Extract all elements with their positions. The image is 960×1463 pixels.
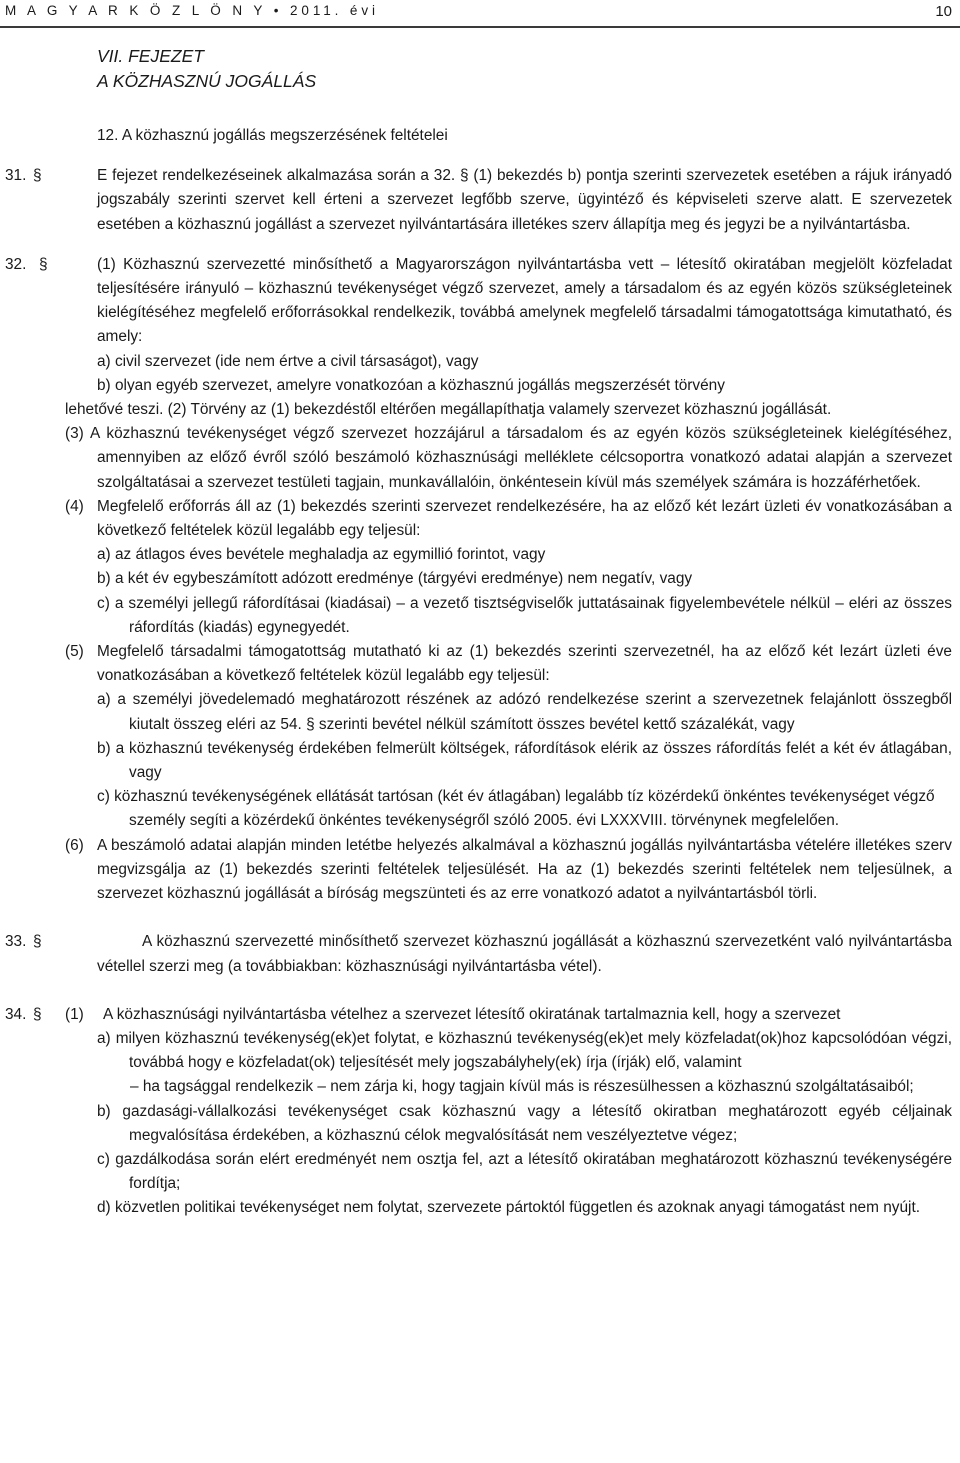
paragraph-number: 34. xyxy=(5,1005,27,1023)
paragraph-32-5 xyxy=(0,640,960,688)
paragraph-34 xyxy=(0,1003,960,1027)
paragraph-33 xyxy=(0,930,960,978)
paragraph-32-1-b: b) olyan egyéb szervezet, amelyre vonatkozóan a közhasznú jogállás megszerzését törvény xyxy=(97,376,725,394)
paragraph-32-6 xyxy=(0,834,960,907)
paragraph-number: 31. xyxy=(5,167,27,185)
paragraph-32-4-c: c) a személyi jellegű ráfordításai (kiadásai) – a vezető tisztségviselők juttatásainak figyelembevétele nélkül – eléri az összes ráfordítás (kiadás) egynegyedét. xyxy=(97,594,952,636)
paragraph-34-d: d) közvetlen politikai tevékenységet nem folytat, szervezete pártoktól független és azoknak anyagi támogatást nem nyújt. xyxy=(97,1199,921,1217)
paragraph-text: Megfelelő erőforrás áll az (1) bekezdés szerinti szervezet rendelkezésére, ha az előző két lezárt üzleti év vonatkozásában a következő feltételek közül legalább egy teljesül: xyxy=(97,497,952,540)
paragraph-34-b: b) gazdasági-vállalkozási tevékenységet csak közhasznú vagy a létesítő okiratban meghatározott egyéb céljainak megvalósítása érdekében, a közhasznú célok megvalósítását nem veszélyeztetve végez; xyxy=(97,1102,952,1144)
paragraph-34-c: c) gazdálkodása során elért eredményét nem osztja fel, azt a létesítő okiratában meghatározott közhasznú tevékenységére fordítja; xyxy=(97,1150,952,1193)
paragraph-text: A beszámoló adatai alapján minden letétbe helyezés alkalmával a közhasznú jogállás nyilvántartásba vételére illetékes szerv megvizsgálja az (1) bekezdés szerinti feltételek teljesülését. Ha az (1) bekezdés szerinti feltételek nem teljesülnek, a szervezet közhasznú jogállását a bíróság megszünteti és az erre vonatkozó adatot a nyilvántartásból törli. xyxy=(97,836,952,903)
paragraph-number: 32. xyxy=(5,255,27,273)
paragraph-32 xyxy=(0,253,960,350)
publication-title: M A G Y A R K Ö Z L Ö N Y • 2011. évi xyxy=(5,3,379,18)
paragraph-32-5-a: a) a személyi jövedelemadó meghatározott részének az adózó rendelkezése szerint a szervezetnek felajánlott összegből kiutalt összeg eléri az 54. § szerinti bevétel nélkül számított összes bevétel kettő százalékát, vagy xyxy=(97,691,952,733)
paragraph-32-5-b: b) a közhasznú tevékenység érdekében felmerült költségek, ráfordítások elérik az összes ráfordítás felét a két év átlagában, vagy xyxy=(97,739,952,782)
paragraph-32-4-a: a) az átlagos éves bevétele meghaladja az egymillió forintot, vagy xyxy=(97,546,546,564)
page-header xyxy=(5,3,952,27)
paragraph-32-5-c: c) közhasznú tevékenységének ellátását tartósan (két év átlagában) legalább tíz közérdekű önkéntes tevékenységet végző személy segíti a közérdekű önkéntes tevékenységről szóló 2005. évi LXXXVIII. törvénynek megfelelően. xyxy=(97,788,935,830)
subparagraph-label: (5) xyxy=(65,643,84,661)
section-sign: § xyxy=(33,167,42,185)
page-number: 10 xyxy=(935,3,952,20)
paragraph-number: 33. xyxy=(5,933,27,951)
document-body xyxy=(0,44,960,1221)
paragraph-32-4-b: b) a két év egybeszámított adózott eredménye (tárgyévi eredménye) nem negatív, vagy xyxy=(97,570,693,588)
paragraph-text: E fejezet rendelkezéseinek alkalmazása során a 32. § (1) bekezdés b) pontja szerinti szervezetek esetében a rájuk irányadó jogszabály szerinti szervet kell érteni a szervezet legfőbb szerve, ügyintéző és képviseleti szerve alatt. E szervezetek esetében a közhasznú jogállást a szervezet nyilvántartására illetékes szerv állapítja meg és jegyzi be a nyilvántartásba. xyxy=(97,167,952,233)
paragraph-32-2: lehetővé teszi. (2) Törvény az (1) bekezdéstől eltérően megállapíthatja valamely szervezet közhasznú jogállását. xyxy=(65,401,832,419)
paragraph-text: A közhasznú szervezetté minősíthető szervezet közhasznú jogállását a közhasznú szervezetként való nyilvántartásba vétellel szerzi meg (a továbbiakban: közhasznúsági nyilvántartásba vétel). xyxy=(97,933,952,975)
paragraph-text: Megfelelő társadalmi támogatottság mutatható ki az (1) bekezdés szerinti szervezetnél, ha az előző két lezárt üzleti éve vonatkozásában a következő feltételek közül legalább egy teljesül: xyxy=(97,643,952,685)
paragraph-32-3: (3) A közhasznú tevékenységet végző szervezet hozzájárul a társadalom és az egyén közös szükségleteinek kielégítéséhez, amennyiben az előző évről szóló beszámoló közhasznúsági melléklete célcsoportra vonatkozó adatai alapján a szervezet szolgáltatásai a szervezet testületi tagjain, munkavállalóin, önkéntesein kívül más személyek számára is hozzáférhetőek. xyxy=(65,425,952,491)
paragraph-34-a-note: – ha tagsággal rendelkezik – nem zárja ki, hogy tagjain kívül más is részesülhessen a közhasznú szolgáltatásaiból; xyxy=(130,1078,914,1096)
section-title: 12. A közhasznú jogállás megszerzésének feltételei xyxy=(97,127,448,144)
paragraph-34-a: a) milyen közhasznú tevékenység(ek)et folytat, e közhasznú tevékenység(ek)et mely közfeladat(ok)hoz kapcsolódóan végzi, továbbá hogy e közfeladat(ok) teljesítését mely jogszabályhely(ek) írja (írják) elő, valamint xyxy=(97,1029,952,1072)
paragraph-31 xyxy=(0,164,960,237)
paragraph-text: A közhasznúsági nyilvántartásba vételhez a szervezet létesítő okiratának tartalmaznia kell, hogy a szervezet xyxy=(103,1005,841,1023)
subparagraph-label: (1) xyxy=(65,1005,84,1023)
section-sign: § xyxy=(33,933,42,951)
subparagraph-label: (6) xyxy=(65,836,84,854)
section-sign: § xyxy=(33,1005,42,1023)
header-rule xyxy=(0,26,960,28)
paragraph-32-1-a: a) civil szervezet (ide nem értve a civil társaságot), vagy xyxy=(97,352,479,370)
chapter-title: VII. FEJEZET xyxy=(97,46,204,66)
paragraph-32-4 xyxy=(0,495,960,543)
subparagraph-label: (4) xyxy=(65,497,84,515)
section-sign: § xyxy=(39,255,48,273)
paragraph-32-1-intro: (1) Közhasznú szervezetté minősíthető a Magyarországon nyilvántartásba vett – létesítő okiratában megjelölt közfeladat teljesítésére irányuló – közhasznú tevékenységet végző szervezet, amely a társadalom és az egyén közös szükségleteinek kielégítéséhez megfelelő erőforrásokkal rendelkezik, továbbá amelynek megfelelő társadalmi támogatottsága kimutatható, és amely: xyxy=(97,255,952,346)
chapter-subtitle: A KÖZHASZNÚ JOGÁLLÁS xyxy=(97,71,317,91)
